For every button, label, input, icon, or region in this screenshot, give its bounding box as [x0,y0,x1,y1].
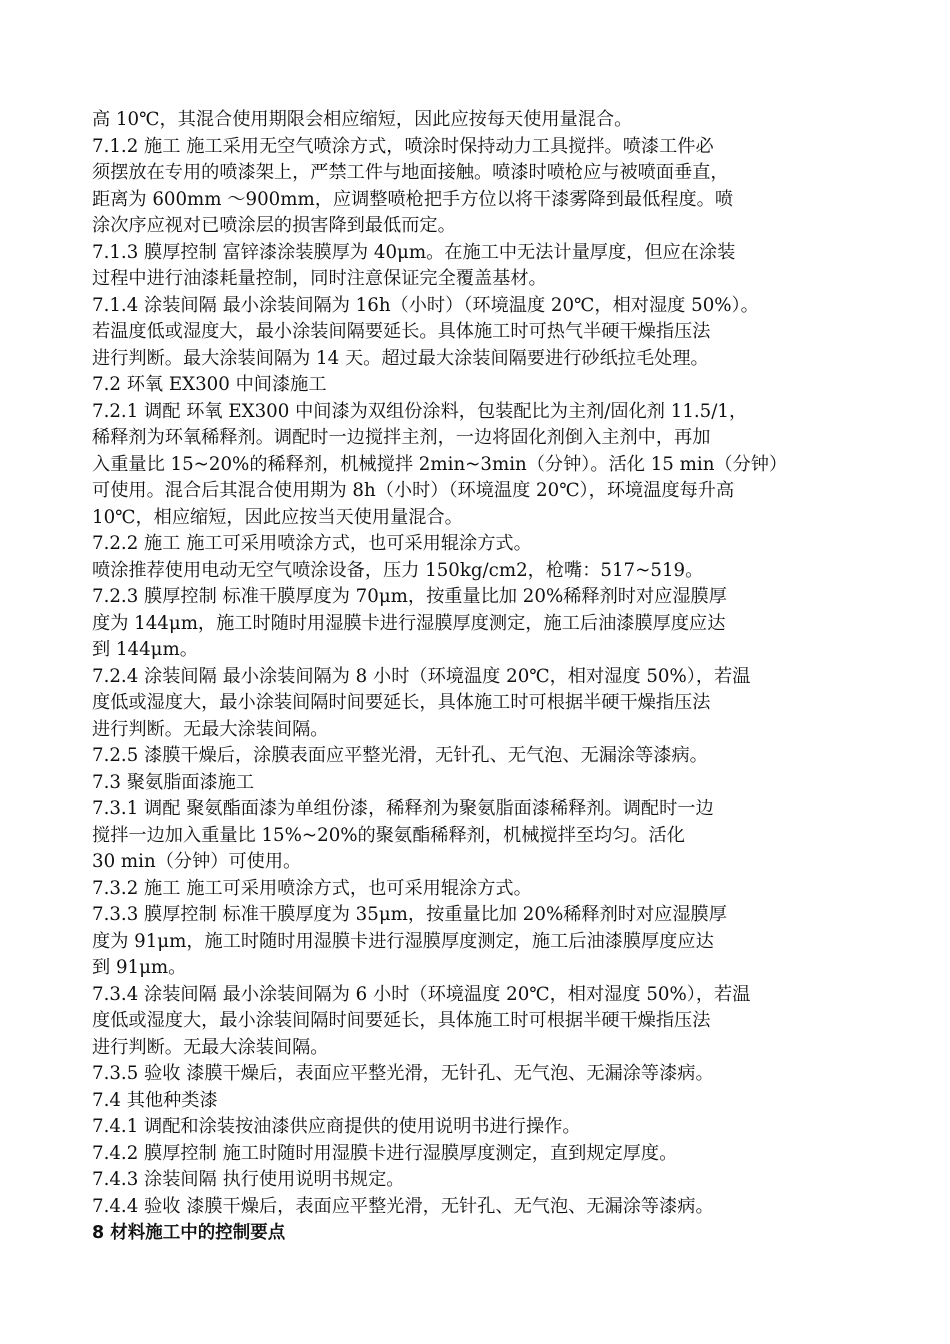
text-line: 距离为 600mm ～900mm，应调整喷枪把手方位以将干漆雾降到最低程度。喷 [92,188,734,210]
text-line: 过程中进行油漆耗量控制，同时注意保证完全覆盖基材。 [92,268,547,289]
text-line: 度低或湿度大，最小涂装间隔时间要延长，具体施工时可根据半硬干燥指压法 [92,1010,711,1031]
text-line: 7.3.1 调配 聚氨酯面漆为单组份漆，稀释剂为聚氨脂面漆稀释剂。调配时一边 [92,798,714,819]
text-line: 7.4.4 验收 漆膜干燥后，表面应平整光滑，无针孔、无气泡、无漏涂等漆病。 [92,1195,714,1217]
section-heading: 8 材料施工中的控制要点 [92,1223,286,1243]
text-line: 搅拌一边加入重量比 15%~20%的聚氨酯稀释剂，机械搅拌至均匀。活化 [92,824,685,846]
text-line: 进行判断。无最大涂装间隔。 [92,1036,329,1058]
text-line: 7.4.3 涂装间隔 执行使用说明书规定。 [92,1169,405,1190]
text-line: 7.1.4 涂装间隔 最小涂装间隔为 16h（小时）（环境温度 20℃，相对湿度 50%）。 [92,294,759,316]
text-line: 度低或湿度大，最小涂装间隔时间要延长，具体施工时可根据半硬干燥指压法 [92,692,711,713]
text-line: 度为 144μm，施工时随时用湿膜卡进行湿膜厚度测定，施工后油漆膜厚度应达 [92,612,726,634]
text-line: 10℃，相应缩短，因此应按当天使用量混合。 [92,506,463,528]
text-line: 30 min（分钟）可使用。 [92,851,302,872]
text-line: 入重量比 15~20%的稀释剂，机械搅拌 2min~3min（分钟）。活化 15 min（分钟） [92,453,788,475]
text-line: 7.3 聚氨脂面漆施工 [92,771,255,793]
text-line: 7.2.2 施工 施工可采用喷涂方式，也可采用辊涂方式。 [92,533,532,554]
text-line: 7.4.2 膜厚控制 施工时随时用湿膜卡进行湿膜厚度测定，直到规定厚度。 [92,1142,678,1164]
text-line: 可使用。混合后其混合使用期为 8h（小时）（环境温度 20℃），环境温度每升高 [92,480,735,501]
text-line: 7.1.3 膜厚控制 富锌漆涂装膜厚为 40μm。在施工中无法计量厚度，但应在涂装 [92,241,736,263]
text-line: 7.3.2 施工 施工可采用喷涂方式，也可采用辊涂方式。 [92,877,532,899]
text-line: 7.3.4 涂装间隔 最小涂装间隔为 6 小时（环境温度 20℃，相对湿度 50%），若温 [92,983,751,1005]
text-line: 7.4 其他种类漆 [92,1089,218,1111]
text-line: 7.3.3 膜厚控制 标准干膜厚度为 35μm，按重量比加 20%稀释剂时对应湿膜厚 [92,904,727,925]
text-line: 7.2.4 涂装间隔 最小涂装间隔为 8 小时（环境温度 20℃，相对湿度 50%），若温 [92,665,751,687]
text-line: 7.2.1 调配 环氧 EX300 中间漆为双组份涂料，包装配比为主剂/固化剂 11.5/1， [92,400,748,422]
text-line: 7.1.2 施工 施工采用无空气喷涂方式，喷涂时保持动力工具搅拌。喷漆工件必 [92,135,714,157]
text-line: 7.2 环氧 EX300 中间漆施工 [92,374,327,395]
text-line: 进行判断。最大涂装间隔为 14 天。超过最大涂装间隔要进行砂纸拉毛处理。 [92,347,709,369]
text-line: 喷涂推荐使用电动无空气喷涂设备，压力 150kg/cm2，枪嘴：517~519。 [92,559,704,581]
text-line: 高 10℃，其混合使用期限会相应缩短，因此应按每天使用量混合。 [92,109,633,130]
text-line: 到 91μm。 [92,957,187,978]
text-line: 须摆放在专用的喷漆架上，严禁工件与地面接触。喷漆时喷枪应与被喷面垂直， [92,162,729,183]
text-line: 7.2.5 漆膜干燥后，涂膜表面应平整光滑，无针孔、无气泡、无漏涂等漆病。 [92,745,708,766]
text-line: 7.3.5 验收 漆膜干燥后，表面应平整光滑，无针孔、无气泡、无漏涂等漆病。 [92,1063,714,1084]
text-line: 进行判断。无最大涂装间隔。 [92,718,329,740]
document-page [92,107,862,1247]
text-line: 到 144μm。 [92,639,198,660]
text-line: 7.4.1 调配和涂装按油漆供应商提供的使用说明书进行操作。 [92,1116,581,1137]
body-text [92,107,862,1220]
text-line: 7.2.3 膜厚控制 标准干膜厚度为 70μm，按重量比加 20%稀释剂时对应湿膜厚 [92,586,727,607]
text-line: 若温度低或湿度大，最小涂装间隔要延长。具体施工时可热气半硬干燥指压法 [92,321,711,342]
text-line: 涂次序应视对已喷涂层的损害降到最低而定。 [92,215,456,236]
text-line: 度为 91μm，施工时随时用湿膜卡进行湿膜厚度测定，施工后油漆膜厚度应达 [92,930,714,952]
text-line: 稀释剂为环氧稀释剂。调配时一边搅拌主剂，一边将固化剂倒入主剂中，再加 [92,427,711,448]
